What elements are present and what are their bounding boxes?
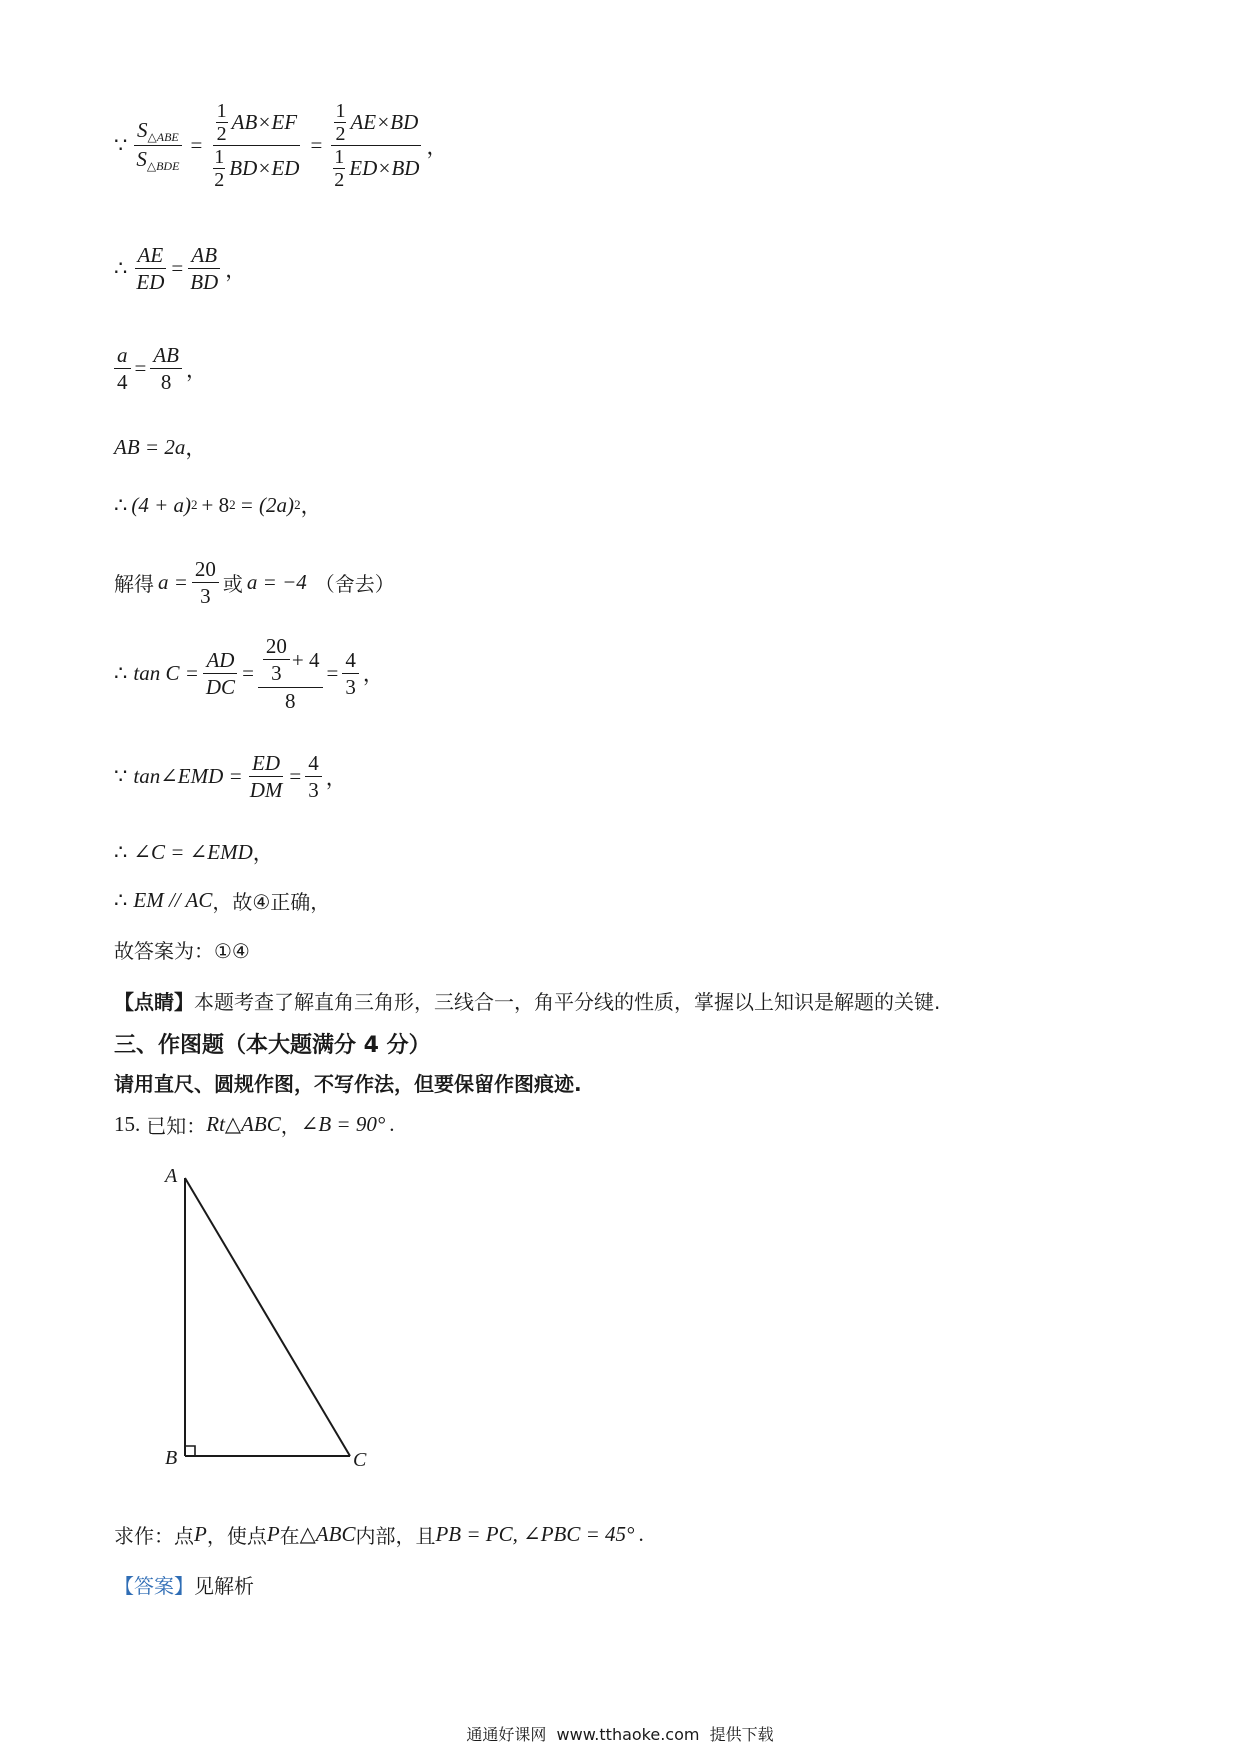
solution-line-10: ∴ EM // AC ，故④正确， (114, 888, 331, 914)
area-ratio: $\frac{S_{\triangle ABE}}{S_{\triangle BDE}}$ (133, 117, 182, 174)
comment-label: 【点睛】 (114, 990, 194, 1014)
right-triangle-figure (155, 1148, 415, 1478)
solution-line-4: AB = 2a ， (114, 434, 207, 460)
section-title: 三、作图题（本大题满分 4 分） (114, 1033, 431, 1058)
vertex-label-b: B (165, 1447, 178, 1469)
page-footer: 通通好课网 www.tthaoke.com 提供下载 (466, 1725, 774, 1744)
section-instruction: 请用直尺、圆规作图，不写作法，但要保留作图痕迹. (114, 1072, 582, 1096)
answer-line: 【答案】 见解析 (114, 1570, 254, 1599)
construction-task: 求作：点 P ，使点 P 在 △ABC 内部，且 PB = PC, ∠PBC = 45° . (114, 1522, 644, 1548)
area-formula-1: 1 2 AB×EF 1 2 BD×ED (214, 100, 300, 191)
solution-line-5: ∴ (4 + a) 2 + 8 2 = (2a) 2 ， (114, 492, 322, 518)
comment-line: 【点睛】 本题考查了解直角三角形，三线合一，角平分线的性质，掌握以上知识是解题的关键. (114, 986, 940, 1015)
vertex-label-a: A (165, 1165, 178, 1187)
answer-label: 【答案】 (114, 1574, 194, 1598)
problem-15-statement: 15. 已知： Rt△ABC ， ∠B = 90° . (114, 1112, 395, 1138)
area-formula-2: 1 2 AE×BD 1 2 ED×BD (330, 100, 422, 191)
because-symbol: ∵ (114, 133, 128, 157)
right-angle-mark (185, 1446, 195, 1456)
solution-line-8: ∵ tan∠EMD = $\frac{ED}{DM}$ = $\frac{4}{3}$ ， (114, 751, 347, 803)
solution-line-7: ∴ tan C = $\frac{AD}{DC}$ = $\frac{20}{3}$ + 4 8 = $\frac{4}{3}$ ， (114, 634, 384, 713)
final-answer-line: 故答案为：①④ (114, 939, 250, 963)
solution-line-6: 解得 a = $\frac{20}{3}$ 或 a = −4 （舍去） (114, 557, 395, 609)
solution-line-2: ∴ $\frac{AE}{ED}$ = $\frac{AB}{BD}$ ， (114, 243, 247, 295)
vertex-label-c: C (353, 1449, 367, 1471)
solution-line-9: ∴ ∠C = ∠EMD ， (114, 839, 274, 865)
side-ac (185, 1178, 350, 1456)
solution-line-1: ∵ $\frac{S_{\triangle ABE}}{S_{\triangle BDE}}$ = 1 2 AB×EF 1 2 BD×ED = 1 2 AE×BD 1 2 ED×BD ， (114, 100, 448, 191)
problem-number: 15. (114, 1112, 141, 1136)
solution-line-3: $\frac{a}{4}$ = $\frac{AB}{8}$ ， (114, 342, 207, 396)
